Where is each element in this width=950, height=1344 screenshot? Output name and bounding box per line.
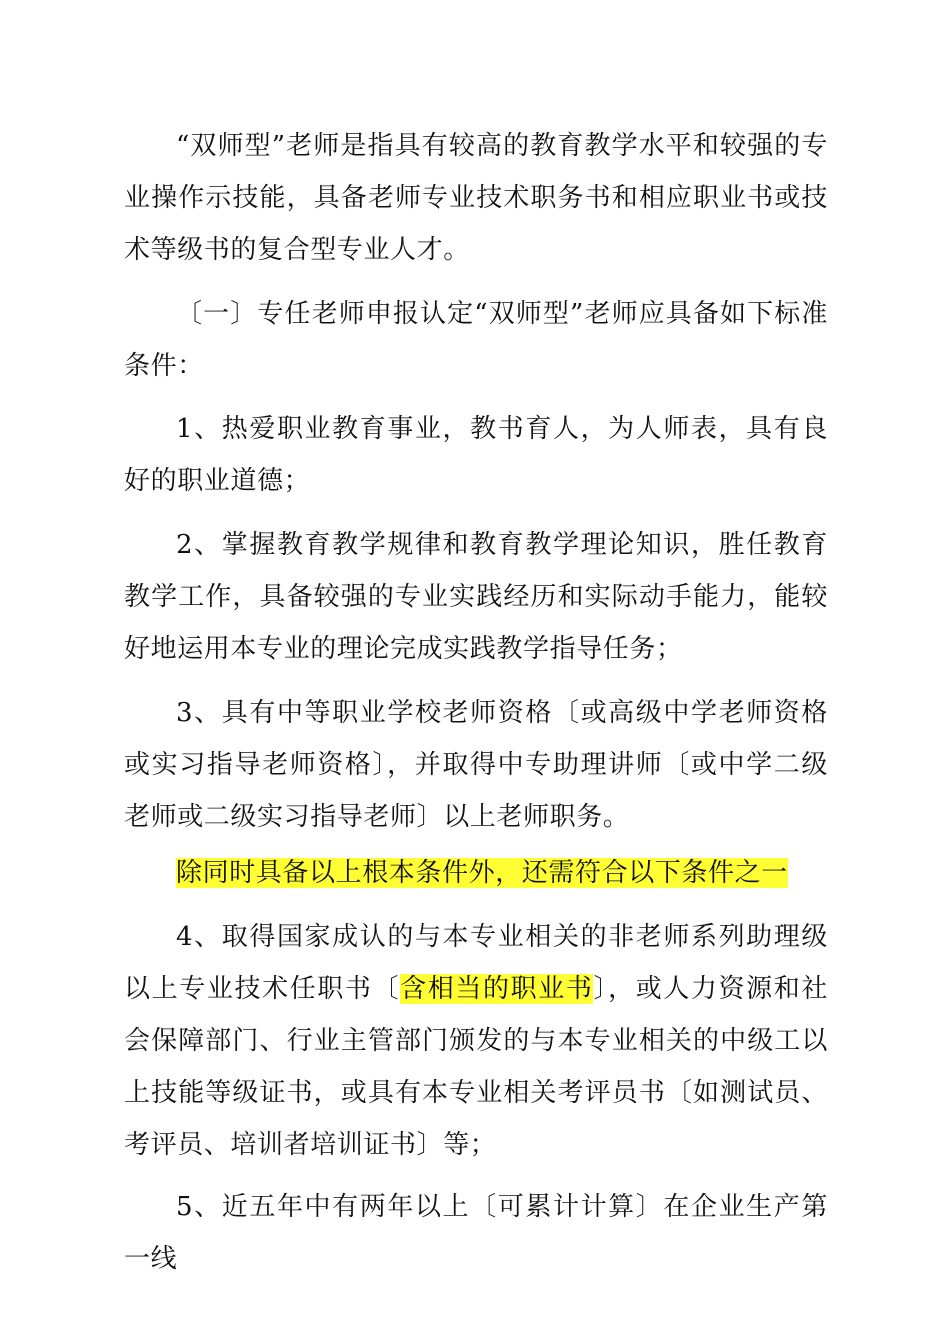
condition-4-text-end: 〕，或人力资源和社会保障部门、行业主管部门颁发的与本专业相关的中级工以上技能等级证书，或具有本专业相关考评员书〔如测试员、考评员、培训者培训证书〕等； xyxy=(124,974,828,1160)
paragraph-section-one-heading: 〔一〕专任老师申报认定“双师型”老师应具备如下标准条件： xyxy=(124,299,828,381)
condition-4-text-start: 4、取得国家成认的与本专业相关的非老师系列助理级以上专业技术任职书〔 xyxy=(124,922,828,1004)
paragraph-condition-1: 1、热爱职业教育事业，教书育人，为人师表，具有良好的职业道德； xyxy=(124,414,828,496)
highlighted-text: 除同时具备以上根本条件外，还需符合以下条件之一 xyxy=(176,858,788,888)
paragraph-condition-5: 5、近五年中有两年以上〔可累计计算〕在企业生产第一线 xyxy=(124,1192,828,1274)
paragraph-condition-2: 2、掌握教育教学规律和教育教学理论知识，胜任教育教学工作，具备较强的专业实践经历和实际动手能力，能较好地运用本专业的理论完成实践教学指导任务； xyxy=(124,530,828,664)
paragraph-additional-requirement xyxy=(124,847,828,899)
paragraph-condition-3: 3、具有中等职业学校老师资格〔或高级中学老师资格或实习指导老师资格〕，并取得中专助理讲师〔或中学二级老师或二级实习指导老师〕以上老师职务。 xyxy=(124,698,828,832)
paragraph-definition: “双师型”老师是指具有较高的教育教学水平和较强的专业操作示技能，具备老师专业技术职务书和相应职业书或技术等级书的复合型专业人才。 xyxy=(124,131,828,265)
paragraph-condition-4 xyxy=(124,911,828,1171)
highlighted-text: 含相当的职业书 xyxy=(400,974,594,1004)
